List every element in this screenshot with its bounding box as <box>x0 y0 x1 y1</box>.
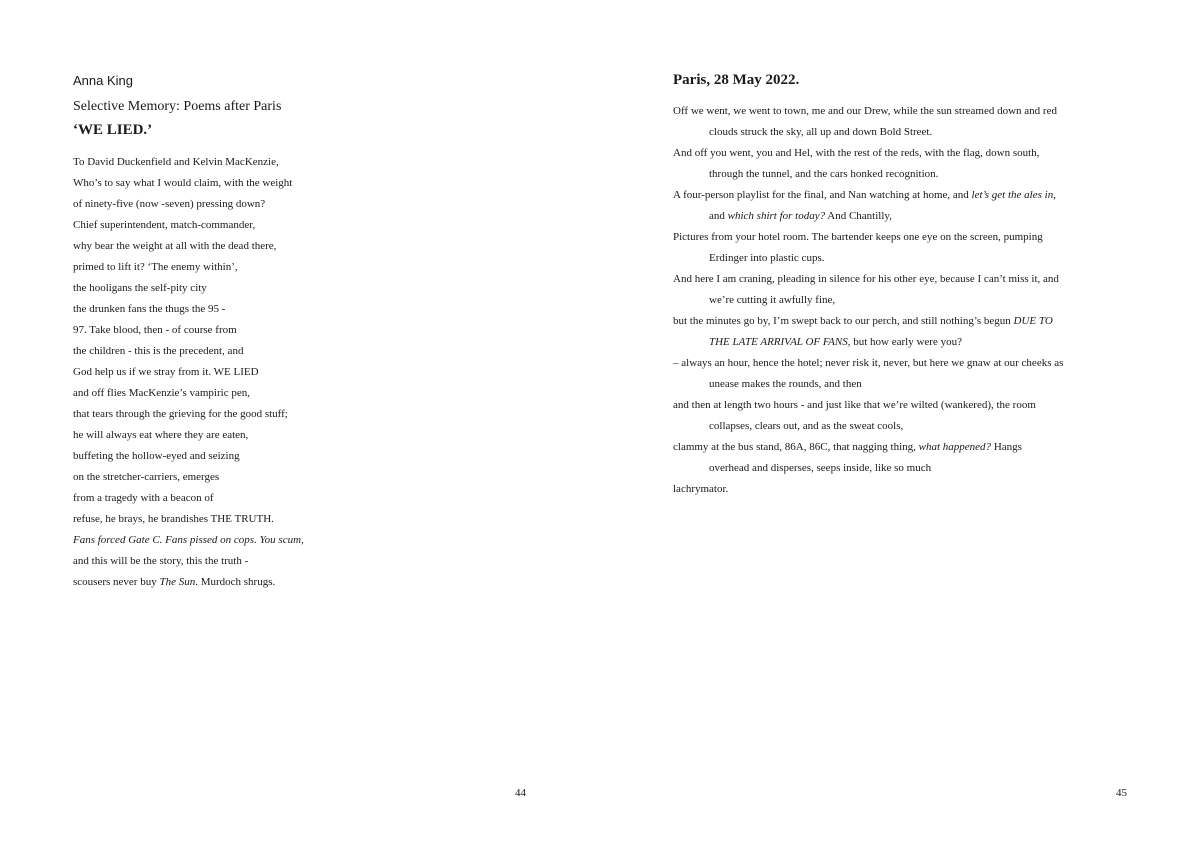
poem-line <box>73 530 304 551</box>
line-segment: , <box>1053 189 1056 201</box>
poem-line-continuation: overhead and disperses, seeps inside, like so much <box>709 462 932 474</box>
line-segment: scousers never buy <box>73 576 160 588</box>
poem-line-continuation: collapses, clears out, and as the sweat cools, <box>709 420 904 432</box>
poem-line: and then at length two hours - and just like that we’re wilted (wankered), the room <box>673 399 1036 411</box>
line-segment-italic: let’s get the ales in <box>971 189 1054 201</box>
poem-line-continuation: clouds struck the sky, all up and down Bold Street. <box>709 126 933 138</box>
poem-line <box>673 311 1123 332</box>
poem-line: from a tragedy with a beacon of <box>73 492 214 504</box>
line-segment: , but how early were you? <box>847 336 962 348</box>
poem-line: Chief superintendent, match-commander, <box>73 219 256 231</box>
poem-line <box>73 572 304 593</box>
poem-line: and off flies MacKenzie’s vampiric pen, <box>73 387 250 399</box>
poem-line: – always an hour, hence the hotel; never risk it, never, but here we gnaw at our cheeks as <box>673 357 1064 369</box>
poem-body <box>673 101 1123 500</box>
poem-line: why bear the weight at all with the dead there, <box>73 240 277 252</box>
line-segment: clammy at the bus stand, 86A, 86C, that nagging thing, <box>673 441 919 453</box>
poem-line: on the stretcher-carriers, emerges <box>73 471 220 483</box>
right-page <box>600 0 1200 849</box>
poem-line-continuation: we’re cutting it awfully fine, <box>709 294 836 306</box>
poem-line-italic: Fans forced Gate C. Fans pissed on cops. You scum, <box>73 534 304 546</box>
poem-line: Off we went, we went to town, me and our Drew, while the sun streamed down and red <box>673 105 1057 117</box>
poem-line: buffeting the hollow-eyed and seizing <box>73 450 240 462</box>
line-segment: Hangs <box>991 441 1022 453</box>
poem-line: primed to lift it? ‘The enemy within’, <box>73 261 238 273</box>
poem-line: the drunken fans the thugs the 95 - <box>73 303 226 315</box>
page-number: 45 <box>1116 787 1127 799</box>
poem-line-continuation: through the tunnel, and the cars honked recognition. <box>709 168 939 180</box>
poem-line: he will always eat where they are eaten, <box>73 429 249 441</box>
poem-line: God help us if we stray from it. WE LIED <box>73 366 259 378</box>
poem-line-continuation: Erdinger into plastic cups. <box>709 252 825 264</box>
poem-line: refuse, he brays, he brandishes THE TRUTH. <box>73 513 274 525</box>
poem-body <box>73 152 304 593</box>
line-segment-italic: which shirt for today? <box>727 210 826 222</box>
author-name: Anna King <box>73 73 133 88</box>
poem-line: that tears through the grieving for the good stuff; <box>73 408 288 420</box>
line-segment: and <box>709 210 728 222</box>
poem-line: Pictures from your hotel room. The bartender keeps one eye on the screen, pumping <box>673 231 1043 243</box>
page-number: 44 <box>515 787 526 799</box>
line-segment-italic: DUE TO <box>1013 315 1053 327</box>
poem-line: the children - this is the precedent, and <box>73 345 244 357</box>
line-segment-italic: THE LATE ARRIVAL OF FANS <box>709 336 848 348</box>
line-segment-italic: what happened? <box>918 441 992 453</box>
line-segment: A four-person playlist for the final, and Nan watching at home, and <box>673 189 972 201</box>
poem-line-continuation <box>673 332 1123 353</box>
book-title: Selective Memory: Poems after Paris <box>73 99 282 114</box>
poem-line <box>673 437 1123 458</box>
poem-line: 97. Take blood, then - of course from <box>73 324 237 336</box>
line-segment: . Murdoch shrugs. <box>195 576 276 588</box>
poem-line: of ninety-five (now -seven) pressing down? <box>73 198 266 210</box>
poem-line-continuation: unease makes the rounds, and then <box>709 378 862 390</box>
line-segment: but the minutes go by, I’m swept back to our perch, and still nothing’s begun <box>673 315 1014 327</box>
poem-line: and this will be the story, this the truth - <box>73 555 249 567</box>
poem-line: lachrymator. <box>673 483 729 495</box>
poem-line <box>673 185 1123 206</box>
poem-title: Paris, 28 May 2022. <box>673 72 800 88</box>
poem-line-continuation <box>673 206 1123 227</box>
poem-title: ‘WE LIED.’ <box>73 122 153 138</box>
poem-line: Who’s to say what I would claim, with the weight <box>73 177 293 189</box>
line-segment-italic: The Sun <box>159 576 196 588</box>
poem-line: And here I am craning, pleading in silence for his other eye, because I can’t miss it, and <box>673 273 1059 285</box>
poem-line: To David Duckenfield and Kelvin MacKenzie, <box>73 156 279 168</box>
poem-line: the hooligans the self-pity city <box>73 282 207 294</box>
line-segment: And Chantilly, <box>825 210 892 222</box>
poem-line: And off you went, you and Hel, with the rest of the reds, with the flag, down south, <box>673 147 1040 159</box>
